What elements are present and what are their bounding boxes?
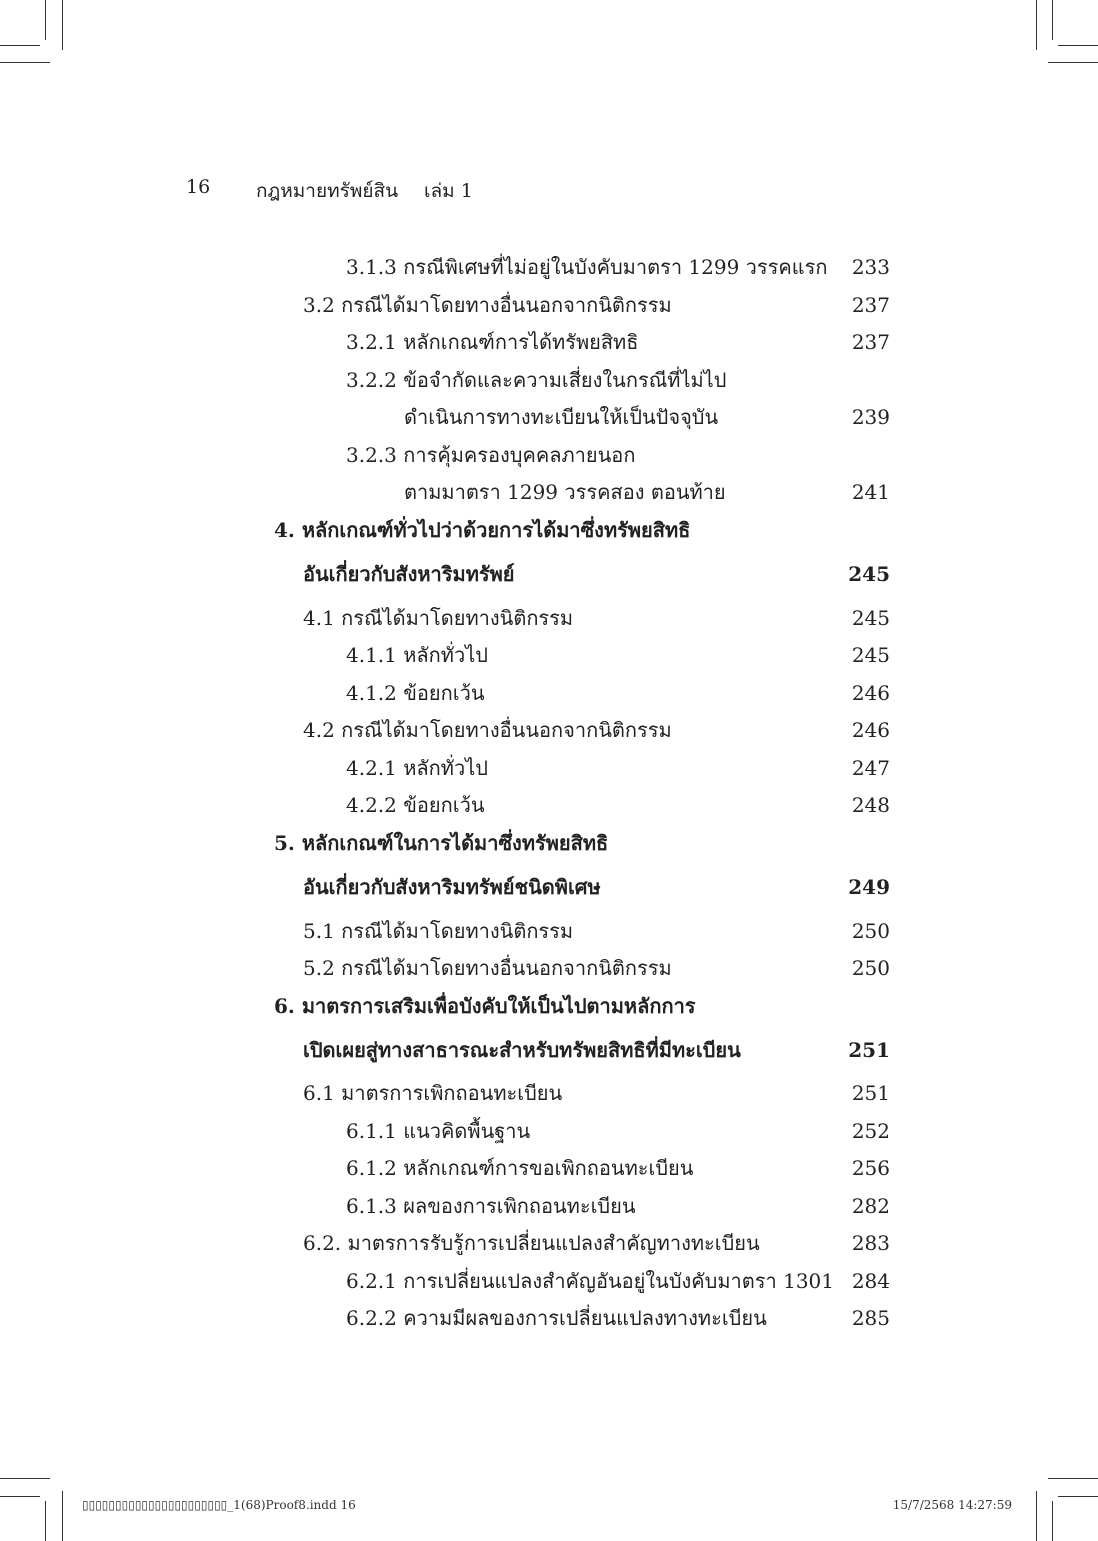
crop-mark [45,1501,46,1541]
crop-mark [1052,0,1053,40]
toc-entry-page: 237 [851,330,890,354]
toc-entry-title: 6. มาตรการเสริมเพื่อบังคับให้เป็นไปตามหลักการ [274,994,696,1018]
toc-entry [0,1264,1098,1298]
toc-entry-page: 248 [851,793,890,817]
toc-entry-title: 6.1.1 แนวคิดพื้นฐาน [346,1119,531,1143]
toc-entry-page: 250 [851,919,890,943]
toc-entry [0,914,1098,948]
crop-mark [62,0,63,50]
crop-mark [0,62,50,63]
toc-entry-title: 3.2.3 การคุ้มครองบุคคลภายนอก [346,443,636,467]
toc-entry-page: 283 [851,1231,890,1255]
crop-mark [1052,1501,1053,1541]
crop-mark [1058,45,1098,46]
toc-entry-page: 233 [851,255,890,279]
toc-chapter [0,1033,1098,1067]
toc-entry [0,951,1098,985]
toc-entry-page: 245 [851,606,890,630]
crop-mark [1036,0,1037,50]
toc-entry-page: 241 [851,480,890,504]
toc-entry-title: 3.2.2 ข้อจำกัดและความเสี่ยงในกรณีที่ไม่ไป [346,368,727,392]
toc-entry-title: 4.2 กรณีได้มาโดยทางอื่นนอกจากนิติกรรม [303,718,672,742]
toc-entry-page: 285 [851,1306,890,1330]
toc-entry [0,751,1098,785]
toc-entry-title: 3.2 กรณีได้มาโดยทางอื่นนอกจากนิติกรรม [303,293,672,317]
toc-chapter [0,870,1098,904]
book-title: กฎหมายทรัพย์สิน [256,180,399,202]
toc-entry [0,1151,1098,1185]
toc-chapter [0,513,1098,547]
print-timestamp: 15/7/2568 14:27:59 [892,1498,1012,1512]
toc-entry [0,1076,1098,1110]
toc-entry-page: 251 [848,1038,890,1062]
toc-entry-title: อันเกี่ยวกับสังหาริมทรัพย์ [303,562,515,586]
toc-entry-page: 246 [851,681,890,705]
toc-entry [0,325,1098,359]
toc-entry [0,288,1098,322]
toc-entry-page: 252 [851,1119,890,1143]
toc-entry [0,250,1098,284]
toc-entry-page: 239 [851,405,890,429]
toc-entry [0,400,1098,434]
toc-entry [0,1301,1098,1335]
toc-entry-title: 6.2.1 การเปลี่ยนแปลงสำคัญอันอยู่ในบังคับมาตรา 1301 [346,1269,834,1293]
crop-mark [0,45,40,46]
running-header [0,176,1098,206]
toc-entry [0,638,1098,672]
toc-entry [0,713,1098,747]
toc-entry-page: 284 [851,1269,890,1293]
toc-entry-title: 4.2.1 หลักทั่วไป [346,756,488,780]
toc-entry-title: 6.2.2 ความมีผลของการเปลี่ยนแปลงทางทะเบียน [346,1306,767,1330]
toc-entry-page: 282 [851,1194,890,1218]
toc-entry-title: 5.1 กรณีได้มาโดยทางนิติกรรม [303,919,574,943]
toc-entry-page: 245 [848,562,890,586]
toc-entry [0,363,1098,397]
crop-mark [62,1491,63,1541]
toc-entry [0,475,1098,509]
toc-entry-title: 6.2. มาตรการรับรู้การเปลี่ยนแปลงสำคัญทางทะเบียน [303,1231,760,1255]
crop-mark [1048,62,1098,63]
toc-entry-title: 6.1 มาตรการเพิกถอนทะเบียน [303,1081,563,1105]
crop-mark [1048,1478,1098,1479]
toc-entry-title: 5.2 กรณีได้มาโดยทางอื่นนอกจากนิติกรรม [303,956,672,980]
toc-chapter [0,557,1098,591]
crop-mark [0,1478,50,1479]
toc-entry [0,1114,1098,1148]
toc-entry [0,676,1098,710]
toc-entry-page: 237 [851,293,890,317]
page-number: 16 [186,176,211,198]
toc-entry-title: 5. หลักเกณฑ์ในการได้มาซึ่งทรัพยสิทธิ [274,831,609,855]
toc-entry-title: 3.2.1 หลักเกณฑ์การได้ทรัพยสิทธิ [346,330,639,354]
toc-entry-title: ตามมาตรา 1299 วรรคสอง ตอนท้าย [404,480,726,504]
file-slug: ▯▯▯▯▯▯▯▯▯▯▯▯▯▯▯▯▯▯▯▯▯▯_1(68)Proof8.indd 16 [82,1498,356,1512]
toc-entry-page: 250 [851,956,890,980]
toc-entry [0,438,1098,472]
toc-entry-title: เปิดเผยสู่ทางสาธารณะสำหรับทรัพยสิทธิที่มีทะเบียน [303,1038,741,1062]
toc-entry-title: 6.1.3 ผลของการเพิกถอนทะเบียน [346,1194,636,1218]
toc-entry [0,601,1098,635]
toc-entry-page: 246 [851,718,890,742]
toc-entry-title: 3.1.3 กรณีพิเศษที่ไม่อยู่ในบังคับมาตรา 1299 วรรคแรก [346,255,828,279]
toc-entry-title: 4.1.1 หลักทั่วไป [346,643,488,667]
toc-entry-page: 251 [851,1081,890,1105]
toc-entry-title: 4.1 กรณีได้มาโดยทางนิติกรรม [303,606,574,630]
toc-chapter [0,826,1098,860]
crop-mark [1058,1496,1098,1497]
crop-mark [45,0,46,40]
toc-entry-page: 245 [851,643,890,667]
toc-entry-title: อันเกี่ยวกับสังหาริมทรัพย์ชนิดพิเศษ [303,875,601,899]
toc-entry-title: 4. หลักเกณฑ์ทั่วไปว่าด้วยการได้มาซึ่งทรัพยสิทธิ [274,518,691,542]
toc-entry [0,1226,1098,1260]
volume-label: เล่ม 1 [424,180,473,202]
crop-mark [1036,1491,1037,1541]
toc-entry [0,788,1098,822]
toc-chapter [0,989,1098,1023]
toc-entry-title: ดำเนินการทางทะเบียนให้เป็นปัจจุบัน [404,405,719,429]
toc-entry [0,1189,1098,1223]
toc-entry-title: 4.2.2 ข้อยกเว้น [346,793,485,817]
toc-entry-page: 256 [851,1156,890,1180]
toc-entry-title: 6.1.2 หลักเกณฑ์การขอเพิกถอนทะเบียน [346,1156,694,1180]
toc-entry-page: 249 [848,875,890,899]
toc-entry-title: 4.1.2 ข้อยกเว้น [346,681,485,705]
crop-mark [0,1496,40,1497]
toc-entry-page: 247 [851,756,890,780]
